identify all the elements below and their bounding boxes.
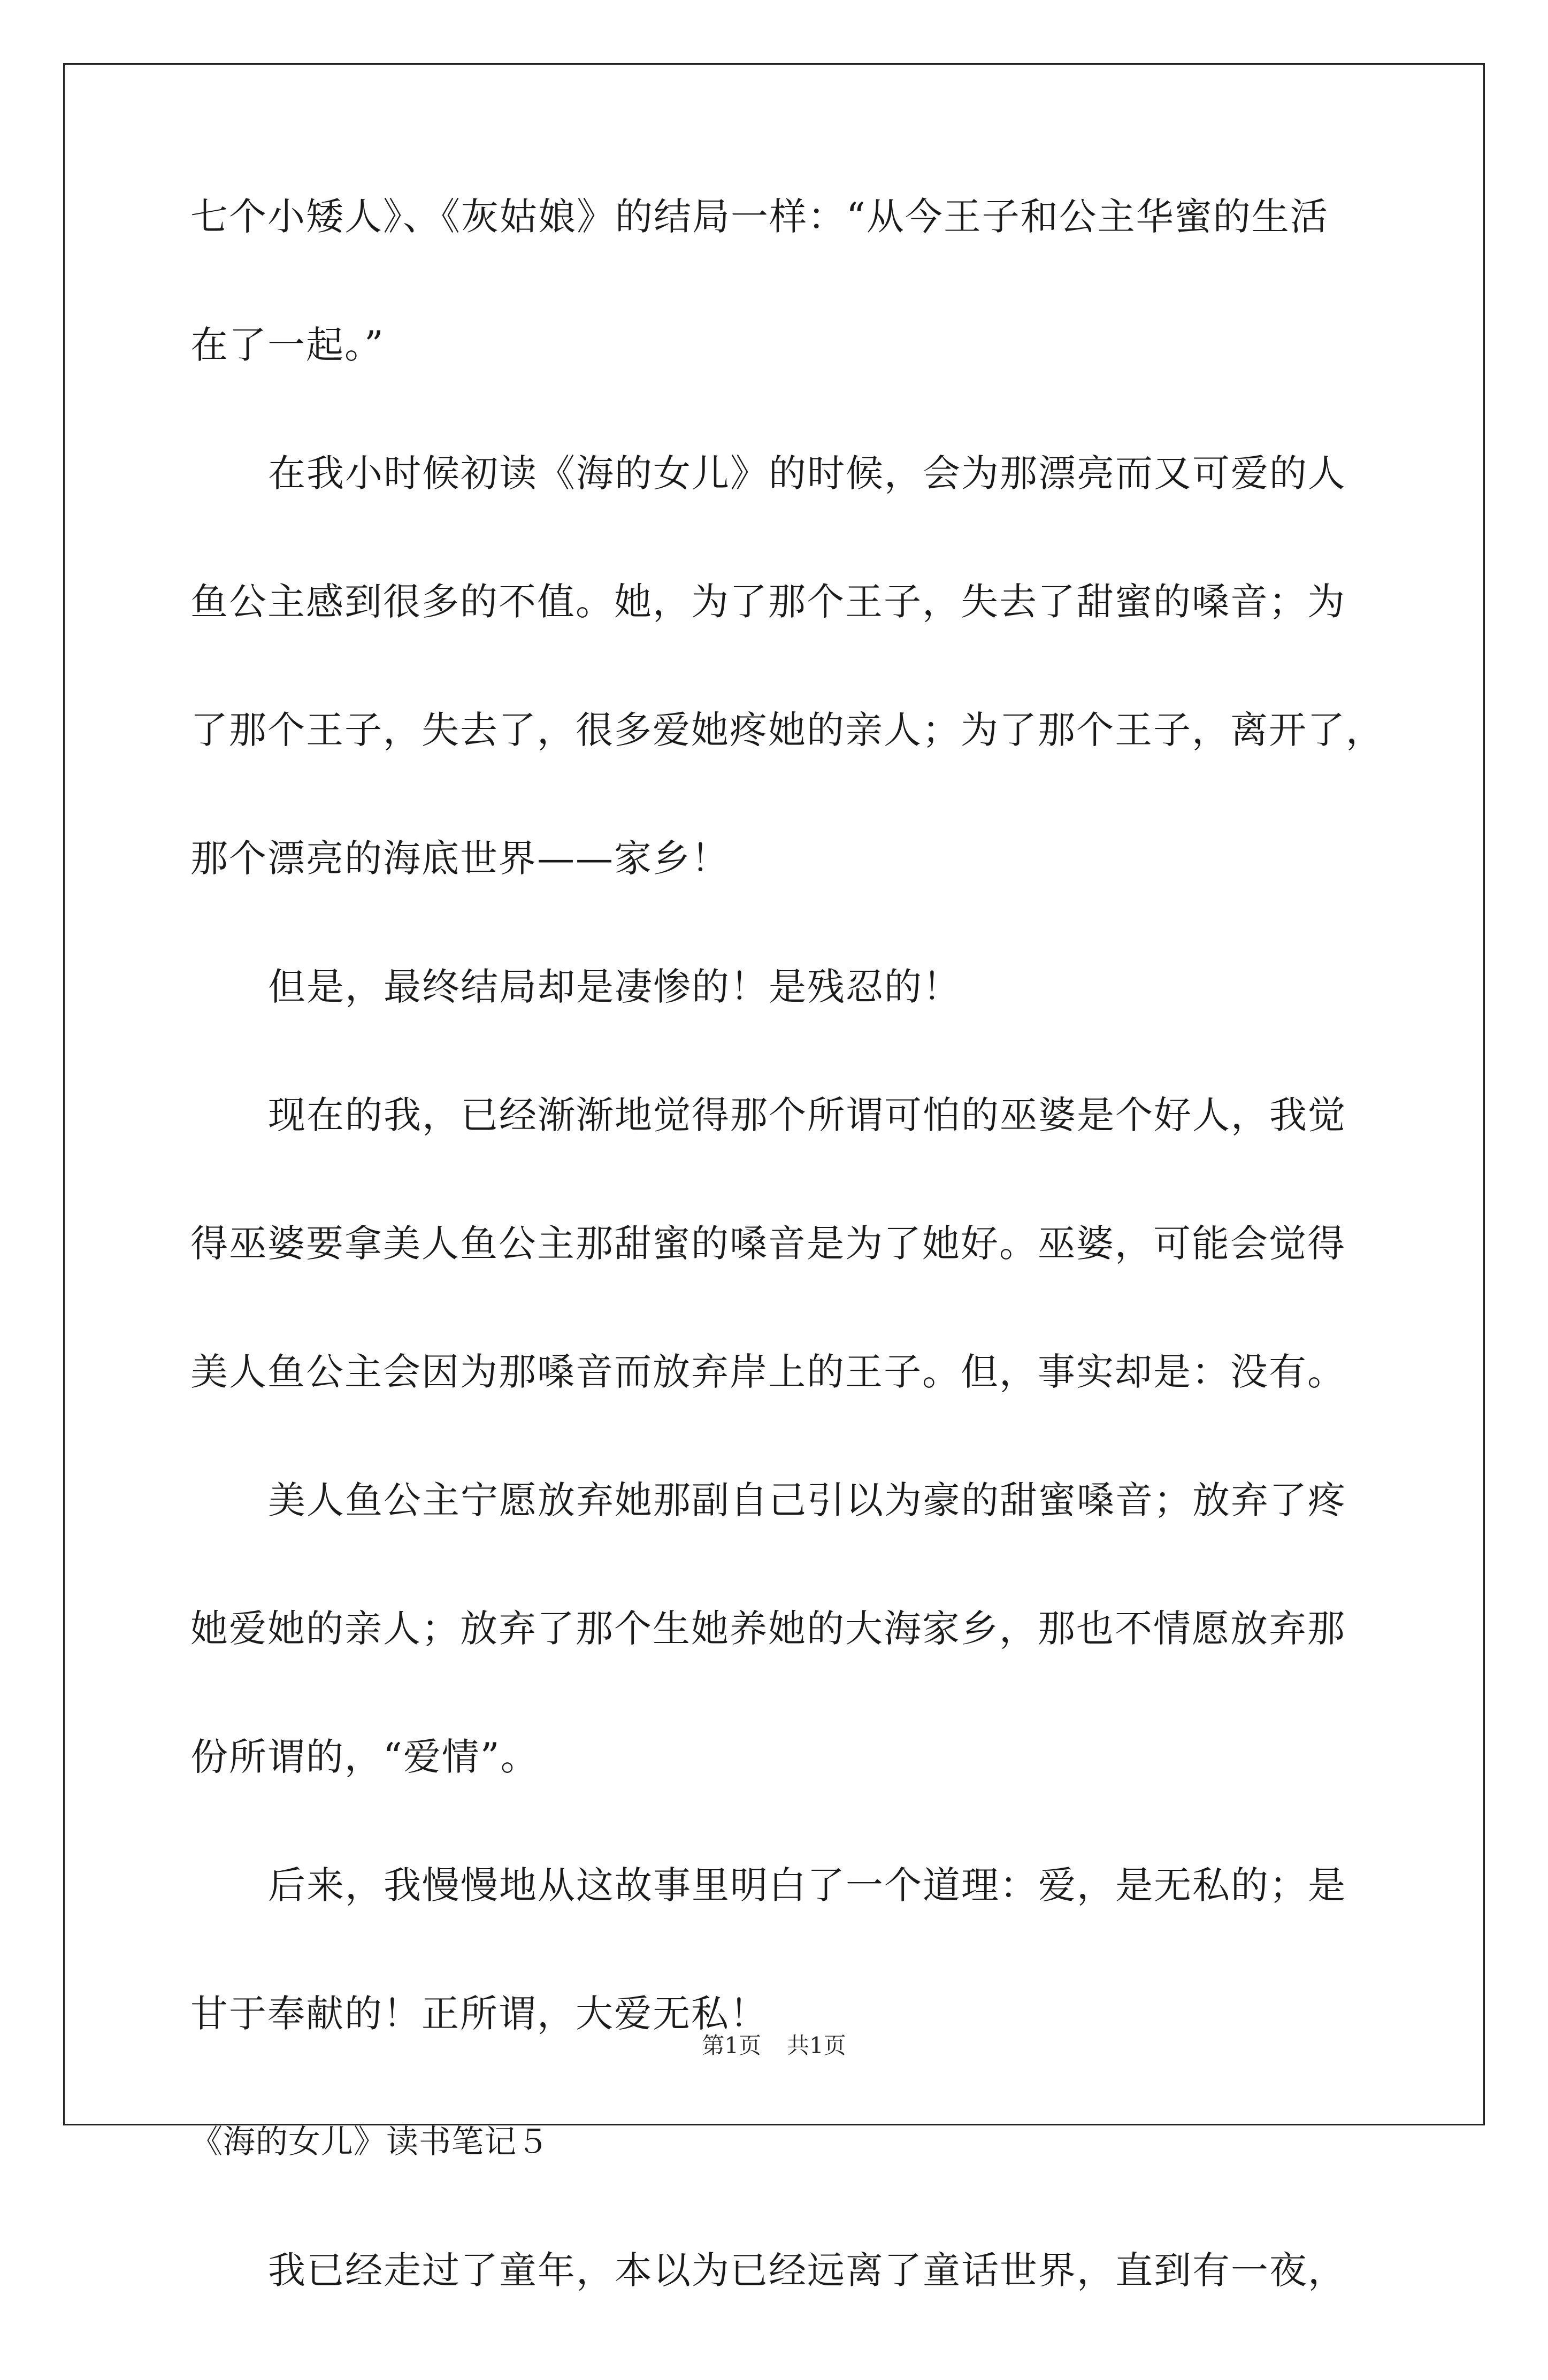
text-line: 现在的我，已经渐渐地觉得那个所谓可怕的巫婆是个好人，我觉 bbox=[268, 1093, 1346, 1137]
text-line: 美人鱼公主会因为那嗓音而放弃岸上的王子。但，事实却是：没有。 bbox=[190, 1350, 1346, 1394]
page-footer bbox=[0, 2032, 1548, 2059]
text-line: 我已经走过了童年，本以为已经远离了童话世界，直到有一夜， bbox=[268, 2248, 1346, 2292]
text-line: 美人鱼公主宁愿放弃她那副自己引以为豪的甜蜜嗓音；放弃了疼 bbox=[268, 1478, 1346, 1522]
text-line: 在了一起。” bbox=[190, 323, 385, 367]
text-line: 份所谓的，“爱情”。 bbox=[190, 1735, 539, 1779]
page-number: 第1页 bbox=[702, 2032, 761, 2059]
text-line: 她爱她的亲人；放弃了那个生她养她的大海家乡，那也不情愿放弃那 bbox=[190, 1607, 1346, 1650]
section-heading: 《海的女儿》读书笔记５ bbox=[190, 2123, 549, 2161]
text-line: 七个小矮人》、《灰姑娘》的结局一样：“从今王子和公主华蜜的生活 bbox=[190, 195, 1329, 239]
text-line: 甘于奉献的！正所谓，大爱无私！ bbox=[190, 1992, 768, 2036]
text-line: 那个漂亮的海底世界——家乡！ bbox=[190, 836, 730, 880]
page-total: 共1页 bbox=[787, 2032, 846, 2059]
text-line: 了那个王子，失去了，很多爱她疼她的亲人；为了那个王子，离开了， bbox=[190, 708, 1384, 752]
text-line: 但是，最终结局却是凄惨的！是残忍的！ bbox=[268, 965, 961, 1009]
text-line: 鱼公主感到很多的不值。她，为了那个王子，失去了甜蜜的嗓音；为 bbox=[190, 580, 1346, 624]
text-line: 在我小时候初读《海的女儿》的时候，会为那漂亮而又可爱的人 bbox=[268, 451, 1346, 495]
text-line: 得巫婆要拿美人鱼公主那甜蜜的嗓音是为了她好。巫婆，可能会觉得 bbox=[190, 1222, 1346, 1265]
text-line: 后来，我慢慢地从这故事里明白了一个道理：爱，是无私的；是 bbox=[268, 1863, 1346, 1907]
